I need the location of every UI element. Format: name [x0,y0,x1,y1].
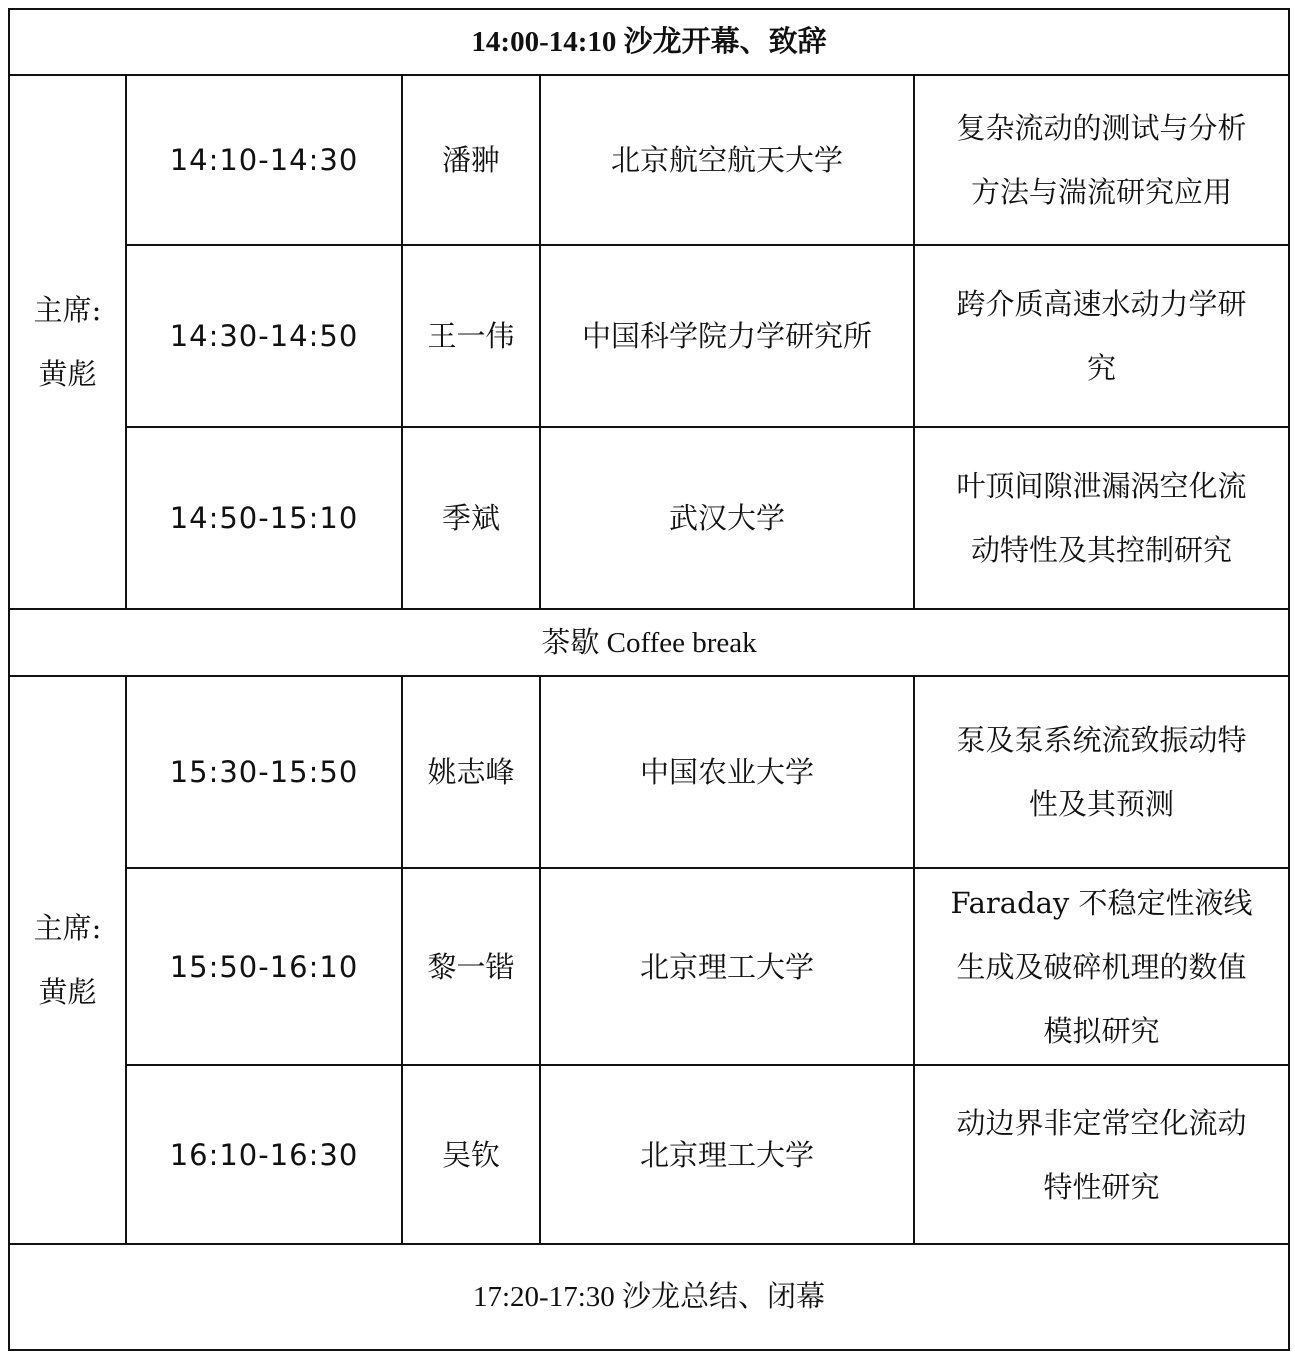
talk-time: 14:30-14:50 [126,245,402,427]
chair-name: 黄彪 [38,357,97,391]
talk-speaker: 王一伟 [402,245,540,427]
chair-name: 黄彪 [38,975,97,1009]
session1-chair-cell [9,75,126,609]
talk-topic-line: 跨介质高速水动力学研 [956,287,1247,321]
talk-topic-line: 方法与湍流研究应用 [971,175,1233,209]
talk-affiliation: 北京理工大学 [540,868,914,1065]
talk-affiliation: 北京理工大学 [540,1065,914,1244]
talk-topic-line: 究 [1087,351,1117,385]
session2-chair-cell [9,676,126,1244]
talk-topic [914,75,1289,245]
talk-topic-line: 生成及破碎机理的数值 [956,949,1247,984]
talk-topic-line: 复杂流动的测试与分析 [956,111,1247,145]
talk-affiliation: 武汉大学 [540,427,914,609]
talk-affiliation: 中国农业大学 [540,676,914,868]
opening-cell: 14:00-14:10 沙龙开幕、致辞 [9,9,1289,75]
break-cell: 茶歇 Coffee break [9,609,1289,676]
talk-speaker: 黎一锴 [402,868,540,1065]
opening-row [9,9,1289,75]
talk-topic-line: 泵及泵系统流致振动特 [956,723,1247,757]
closing-cell: 17:20-17:30 沙龙总结、闭幕 [9,1244,1289,1350]
talk-time: 14:50-15:10 [126,427,402,609]
talk-speaker: 潘翀 [402,75,540,245]
table-row [9,75,1289,245]
talk-topic-line: 特性研究 [1043,1169,1160,1204]
talk-topic [914,676,1289,868]
talk-topic-line: 性及其预测 [1029,787,1175,821]
table-row [9,427,1289,609]
talk-affiliation: 中国科学院力学研究所 [540,245,914,427]
talk-topic [914,1065,1289,1244]
talk-affiliation: 北京航空航天大学 [540,75,914,245]
talk-topic [914,427,1289,609]
table-row [9,676,1289,868]
schedule-table [8,8,1290,1351]
talk-time: 15:30-15:50 [126,676,402,868]
talk-speaker: 姚志峰 [402,676,540,868]
table-row [9,1065,1289,1244]
table-row [9,868,1289,1065]
talk-topic [914,868,1289,1065]
break-row [9,609,1289,676]
talk-topic-line: Faraday 不稳定性液线 [950,885,1253,920]
talk-speaker: 吴钦 [402,1065,540,1244]
talk-speaker: 季斌 [402,427,540,609]
talk-topic-line: 动边界非定常空化流动 [956,1105,1247,1140]
talk-topic-line: 动特性及其控制研究 [971,533,1233,567]
talk-time: 15:50-16:10 [126,868,402,1065]
chair-label: 主席: [33,293,102,327]
talk-topic-line: 叶顶间隙泄漏涡空化流 [956,469,1247,503]
chair-label: 主席: [33,911,102,945]
talk-topic [914,245,1289,427]
talk-topic-line: 模拟研究 [1043,1013,1160,1048]
table-row [9,245,1289,427]
talk-time: 14:10-14:30 [126,75,402,245]
talk-time: 16:10-16:30 [126,1065,402,1244]
closing-row [9,1244,1289,1350]
